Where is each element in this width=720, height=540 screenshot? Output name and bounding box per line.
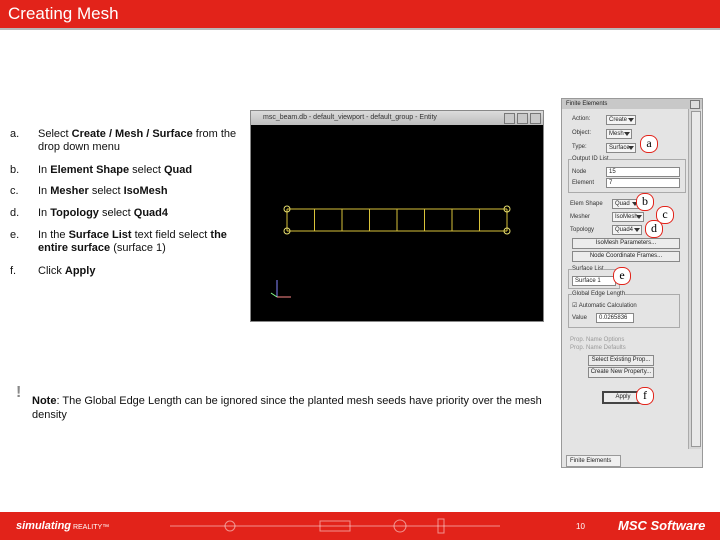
finite-elements-tab[interactable]: Finite Elements <box>566 455 621 467</box>
exclamation-icon: ! <box>16 384 22 401</box>
node-coordinate-frames-button[interactable]: Node Coordinate Frames... <box>572 251 680 262</box>
brand-tagline: simulating REALITY™ <box>16 520 110 532</box>
callout-a: a <box>640 135 658 153</box>
beam-mesh <box>284 206 510 234</box>
close-icon[interactable] <box>530 113 541 124</box>
dim-option-2: Prop. Name Defaults <box>570 345 626 351</box>
type-dropdown[interactable]: Surface <box>606 143 636 153</box>
step-letter: d. <box>10 207 20 219</box>
global-edge-length-label: Global Edge Length <box>572 291 626 297</box>
apply-button[interactable]: Apply <box>602 391 644 404</box>
step-letter: a. <box>10 128 20 140</box>
element-id-field[interactable]: 7 <box>606 178 680 188</box>
title-divider <box>0 28 720 30</box>
slide-title-bar <box>0 0 720 28</box>
step-text: In the Surface List text field select the entire surface (surface 1) <box>38 229 227 254</box>
node-label: Node <box>572 169 587 175</box>
graphics-viewport[interactable] <box>250 110 544 322</box>
page-number: 10 <box>576 522 585 531</box>
callout-d: d <box>645 220 663 238</box>
create-new-property-button[interactable]: Create New Property... <box>588 367 654 378</box>
dim-option-1: Prop. Name Options <box>570 337 625 343</box>
mesh-canvas[interactable] <box>251 125 543 321</box>
elem-shape-dropdown[interactable]: Quad <box>612 199 640 209</box>
select-existing-prop-button[interactable]: Select Existing Prop... <box>588 355 654 366</box>
step-text: Select Create / Mesh / Surface from the drop down menu <box>38 128 237 153</box>
close-icon[interactable] <box>690 100 700 109</box>
callout-b: b <box>636 193 654 211</box>
note-text: Note: The Global Edge Length can be ignored since the planted mesh seeds have priority over the mesh density <box>32 395 542 421</box>
callout-e: e <box>613 267 631 285</box>
step-text: Click Apply <box>38 265 96 277</box>
action-dropdown[interactable]: Create <box>606 115 636 125</box>
node-id-field[interactable]: 15 <box>606 167 680 177</box>
viewport-title: msc_beam.db - default_viewport - default_group - Entity <box>263 114 437 121</box>
panel-title: Finite Elements <box>566 101 608 107</box>
minimize-icon[interactable] <box>504 113 515 124</box>
topology-dropdown[interactable]: Quad4 <box>612 225 642 235</box>
callout-f: f <box>636 387 654 405</box>
finite-elements-panel <box>561 98 703 468</box>
step-letter: e. <box>10 229 20 241</box>
object-dropdown[interactable]: Mesh <box>606 129 632 139</box>
surface-list-label: Surface List <box>572 266 604 272</box>
viewport-titlebar <box>251 111 543 125</box>
maximize-icon[interactable] <box>517 113 528 124</box>
step-letter: c. <box>10 185 19 197</box>
footer-decoration <box>170 516 500 536</box>
element-label: Element <box>572 180 595 186</box>
mesher-label: Mesher <box>570 214 591 220</box>
step-text: In Topology select Quad4 <box>38 207 169 219</box>
axis-triad-icon <box>271 280 291 297</box>
step-letter: f. <box>10 265 17 277</box>
callout-c: c <box>656 206 674 224</box>
mesher-dropdown[interactable]: IsoMesh <box>612 212 644 222</box>
panel-titlebar <box>562 99 702 109</box>
type-label: Type: <box>572 144 587 150</box>
value-field[interactable]: 0.0265836 <box>596 313 634 323</box>
elem-shape-label: Elem Shape <box>570 201 603 207</box>
footer-bar <box>0 512 720 540</box>
action-label: Action: <box>572 116 591 122</box>
step-text: In Mesher select IsoMesh <box>38 185 168 197</box>
output-id-label: Output ID List <box>572 156 609 162</box>
surface-list-field[interactable]: Surface 1 <box>572 276 616 286</box>
automatic-calculation-checkbox[interactable]: ☑ Automatic Calculation <box>572 303 637 309</box>
step-letter: b. <box>10 164 20 176</box>
panel-scrollbar[interactable] <box>688 109 701 449</box>
object-label: Object: <box>572 130 592 136</box>
scrollbar-thumb[interactable] <box>691 111 701 447</box>
slide-title: Creating Mesh <box>8 4 119 23</box>
msc-software-logo: MSC Software <box>618 518 706 533</box>
isomesh-parameters-button[interactable]: IsoMesh Parameters... <box>572 238 680 249</box>
topology-label: Topology <box>570 227 595 233</box>
step-text: In Element Shape select Quad <box>38 164 193 176</box>
value-label: Value <box>572 315 587 321</box>
